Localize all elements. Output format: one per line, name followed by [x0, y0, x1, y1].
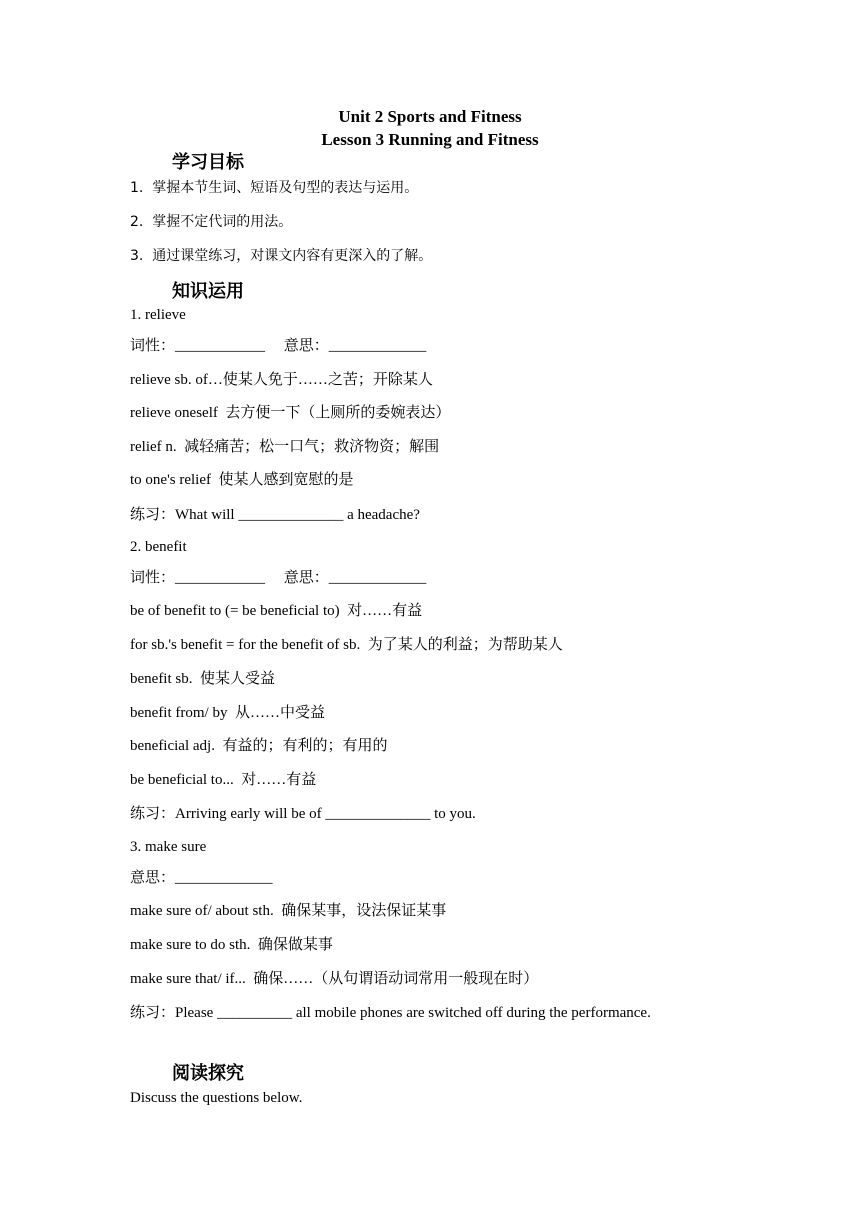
vocab-fill-line: 词性：____________ 意思：_____________: [130, 338, 427, 354]
goal-item-1: 1. 掌握本节生词、短语及句型的表达与运用。: [130, 180, 419, 196]
exercise-line: 练习：What will ______________ a headache?: [130, 507, 420, 523]
vocab-usage-line: make sure to do sth. 确保做某事: [130, 937, 333, 953]
exercise-line: 练习：Arriving early will be of ______________ to you.: [130, 806, 476, 822]
vocab-usage-line: relieve oneself 去方便一下（上厕所的委婉表达）: [130, 405, 451, 421]
vocab-usage-line: beneficial adj. 有益的；有利的；有用的: [130, 738, 388, 754]
reading-heading: 阅读探究: [172, 1063, 244, 1084]
vocab-usage-line: benefit sb. 使某人受益: [130, 671, 275, 687]
goal-item-3: 3. 通过课堂练习，对课文内容有更深入的了解。: [130, 248, 433, 264]
knowledge-heading: 知识运用: [172, 281, 244, 302]
goal-item-2: 2. 掌握不定代词的用法。: [130, 214, 293, 230]
vocab-fill-line: 词性：____________ 意思：_____________: [130, 570, 427, 586]
vocab-usage-line: benefit from/ by 从……中受益: [130, 705, 325, 721]
vocab-usage-line: be of benefit to (= be beneficial to) 对……有益: [130, 603, 423, 619]
vocab-fill-line: 意思：_____________: [130, 870, 273, 886]
unit-title: Unit 2 Sports and Fitness: [338, 107, 522, 126]
goals-heading: 学习目标: [172, 152, 244, 173]
reading-intro: Discuss the questions below.: [130, 1090, 303, 1106]
vocab-usage-line: make sure that/ if... 确保……（从句谓语动词常用一般现在时）: [130, 971, 539, 987]
vocab-header-benefit: 2. benefit: [130, 539, 187, 555]
vocab-header-relieve: 1. relieve: [130, 307, 186, 323]
exercise-line: 练习：Please __________ all mobile phones are switched off during the performance.: [130, 1005, 651, 1021]
vocab-usage-line: relief n. 减轻痛苦；松一口气；救济物资；解围: [130, 439, 440, 455]
vocab-usage-line: be beneficial to... 对……有益: [130, 772, 317, 788]
vocab-usage-line: make sure of/ about sth. 确保某事，设法保证某事: [130, 903, 447, 919]
lesson-title: Lesson 3 Running and Fitness: [321, 130, 539, 149]
vocab-usage-line: for sb.'s benefit = for the benefit of sb. 为了某人的利益；为帮助某人: [130, 637, 563, 653]
vocab-usage-line: relieve sb. of…使某人免于……之苦；开除某人: [130, 372, 433, 388]
vocab-header-make-sure: 3. make sure: [130, 839, 207, 855]
vocab-usage-line: to one's relief 使某人感到宽慰的是: [130, 472, 354, 488]
